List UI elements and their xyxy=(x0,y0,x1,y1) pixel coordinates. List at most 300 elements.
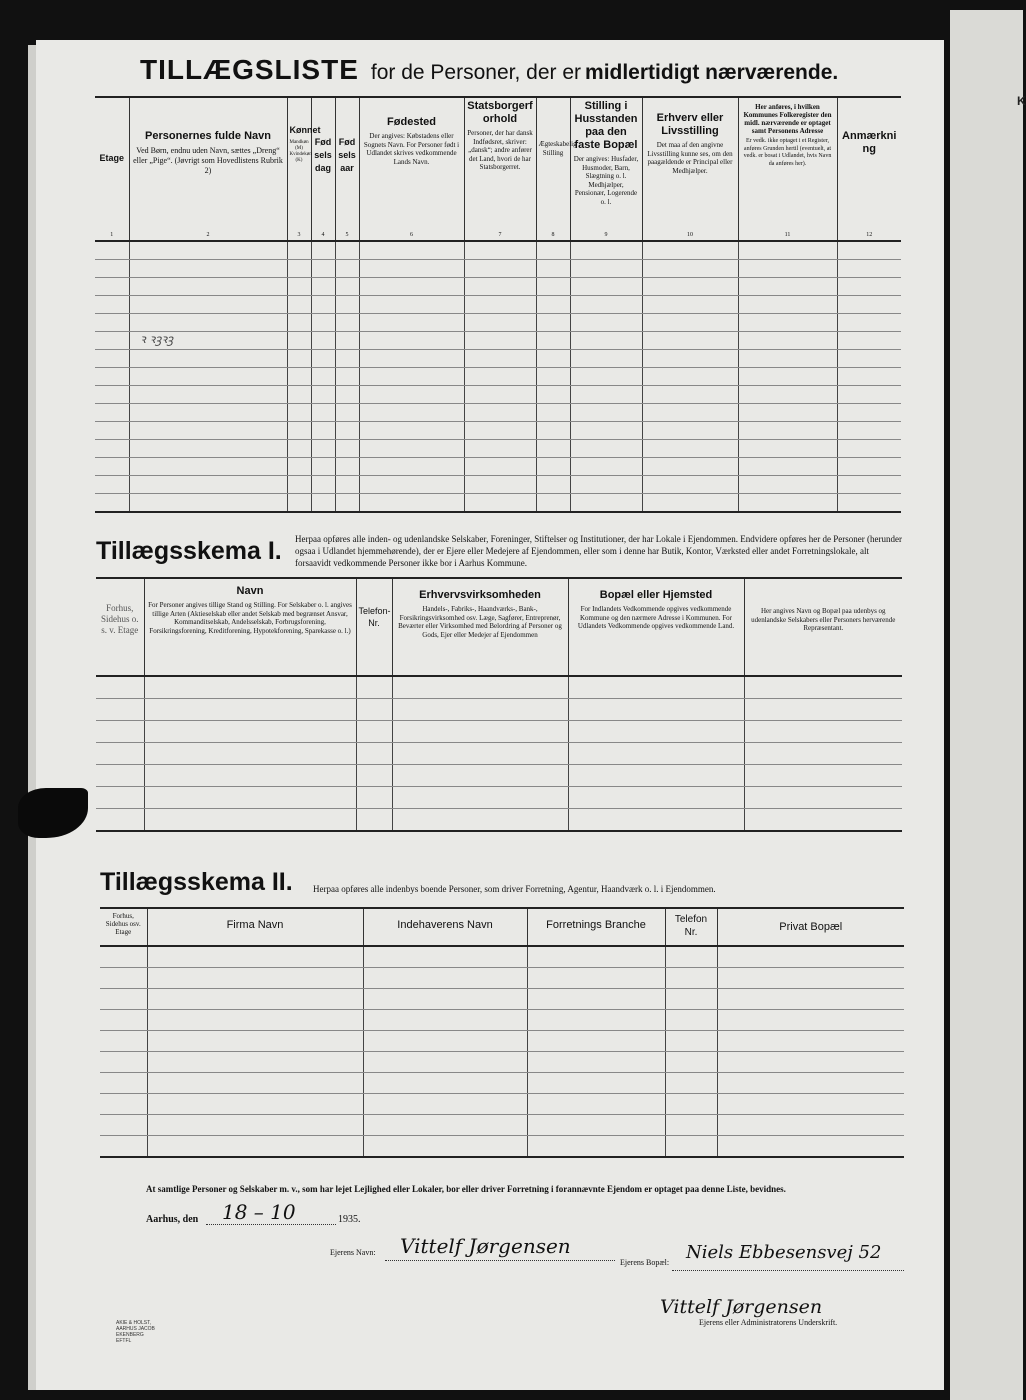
table-cell[interactable] xyxy=(95,314,129,332)
table-cell[interactable] xyxy=(363,1031,527,1052)
table-cell[interactable] xyxy=(95,386,129,404)
table-cell[interactable] xyxy=(527,989,665,1010)
table-cell[interactable] xyxy=(744,787,902,809)
table-cell[interactable] xyxy=(287,494,311,513)
table-cell[interactable] xyxy=(144,787,356,809)
table-cell[interactable] xyxy=(335,314,359,332)
table-cell[interactable] xyxy=(96,743,144,765)
table-cell[interactable] xyxy=(665,968,717,989)
table-cell[interactable] xyxy=(665,1136,717,1158)
table-cell[interactable] xyxy=(837,260,901,278)
table-cell[interactable] xyxy=(129,494,287,513)
table-cell[interactable] xyxy=(287,314,311,332)
table-cell[interactable] xyxy=(570,476,642,494)
table-cell[interactable] xyxy=(100,1136,147,1158)
table-cell[interactable] xyxy=(536,241,570,260)
table-cell[interactable] xyxy=(363,946,527,968)
table-cell[interactable] xyxy=(356,721,392,743)
table-cell[interactable] xyxy=(311,350,335,368)
table-cell[interactable] xyxy=(464,278,536,296)
table-cell[interactable] xyxy=(738,422,837,440)
table-cell[interactable] xyxy=(717,968,904,989)
table-cell[interactable] xyxy=(642,458,738,476)
table-cell[interactable] xyxy=(311,332,335,350)
table-cell[interactable] xyxy=(392,809,568,832)
table-cell[interactable] xyxy=(642,350,738,368)
skema2-row xyxy=(100,1094,904,1115)
table-cell[interactable] xyxy=(311,440,335,458)
table-cell[interactable] xyxy=(464,422,536,440)
table-cell[interactable] xyxy=(144,721,356,743)
table-cell[interactable] xyxy=(738,278,837,296)
skema1-row xyxy=(96,743,902,765)
table-cell[interactable] xyxy=(527,946,665,968)
table-cell[interactable] xyxy=(287,260,311,278)
table-cell[interactable] xyxy=(738,440,837,458)
table-cell[interactable] xyxy=(144,765,356,787)
table-cell[interactable] xyxy=(311,494,335,513)
table1-row xyxy=(95,241,901,260)
table-cell[interactable] xyxy=(311,296,335,314)
table-cell[interactable] xyxy=(536,458,570,476)
table-cell[interactable] xyxy=(311,241,335,260)
table-cell[interactable] xyxy=(359,458,464,476)
table-cell[interactable] xyxy=(392,721,568,743)
table-cell[interactable] xyxy=(527,1136,665,1158)
table-cell[interactable] xyxy=(287,458,311,476)
table-cell[interactable] xyxy=(144,809,356,832)
table-cell[interactable] xyxy=(738,332,837,350)
table-cell[interactable] xyxy=(464,260,536,278)
table-cell[interactable] xyxy=(738,350,837,368)
table-cell[interactable] xyxy=(359,386,464,404)
table-cell[interactable] xyxy=(738,386,837,404)
table-cell[interactable] xyxy=(464,494,536,513)
table-cell[interactable] xyxy=(363,1052,527,1073)
table-cell[interactable] xyxy=(356,765,392,787)
table-cell[interactable] xyxy=(642,260,738,278)
attest-text: At samtlige Personer og Selskaber m. v., som har lejet Lejlighed eller Lokaler, bor eller driver Forretning i forannævnte Ejendom er optaget paa denne Liste, bevidnes. xyxy=(146,1184,786,1194)
table-cell[interactable] xyxy=(527,1052,665,1073)
table-cell[interactable] xyxy=(287,332,311,350)
table-cell[interactable] xyxy=(642,278,738,296)
table1-row xyxy=(95,494,901,513)
table-cell[interactable] xyxy=(359,296,464,314)
table-cell[interactable] xyxy=(147,968,363,989)
table-cell[interactable] xyxy=(536,278,570,296)
table-cell[interactable] xyxy=(570,278,642,296)
table-cell[interactable] xyxy=(147,1115,363,1136)
table-cell[interactable] xyxy=(717,1010,904,1031)
s2-col-telefon: Telefon Nr. xyxy=(665,908,717,946)
table-cell[interactable] xyxy=(96,699,144,721)
table-cell[interactable] xyxy=(129,241,287,260)
table-cell[interactable] xyxy=(642,241,738,260)
table-cell[interactable] xyxy=(356,787,392,809)
table-cell[interactable] xyxy=(642,440,738,458)
table-cell[interactable] xyxy=(363,1094,527,1115)
table-cell[interactable] xyxy=(129,476,287,494)
table-cell[interactable] xyxy=(100,968,147,989)
table-cell[interactable] xyxy=(527,1010,665,1031)
table-cell[interactable] xyxy=(100,1052,147,1073)
table-cell[interactable] xyxy=(464,241,536,260)
table-cell[interactable] xyxy=(665,1052,717,1073)
table-cell[interactable] xyxy=(464,350,536,368)
table-cell[interactable] xyxy=(744,699,902,721)
t1-col-erhverv: Erhverv eller Livsstilling Det maa af den angivne Livsstilling kunne ses, om den paagældende er Principal eller Medhjælper. 10 xyxy=(642,97,738,241)
table-cell[interactable] xyxy=(536,404,570,422)
table-cell[interactable] xyxy=(536,440,570,458)
table-cell[interactable] xyxy=(570,386,642,404)
table-cell[interactable] xyxy=(568,676,744,699)
table-cell[interactable] xyxy=(363,1010,527,1031)
table-cell[interactable] xyxy=(665,989,717,1010)
table-cell[interactable] xyxy=(311,260,335,278)
table-cell[interactable] xyxy=(527,1094,665,1115)
table-cell[interactable] xyxy=(95,241,129,260)
t1-col-stilling: Stilling i Husstanden paa den faste Bopæl Der angives: Husfader, Husmoder, Barn, Slægtning o. l. Medhjælper, Pensionær, Logerende o. l. 9 xyxy=(570,97,642,241)
table-cell[interactable] xyxy=(147,1094,363,1115)
table-cell[interactable] xyxy=(147,1010,363,1031)
table-cell[interactable] xyxy=(642,386,738,404)
table1-row xyxy=(95,350,901,368)
table-cell[interactable] xyxy=(642,296,738,314)
table-cell[interactable] xyxy=(570,404,642,422)
table-cell[interactable] xyxy=(96,809,144,832)
table-cell[interactable] xyxy=(311,476,335,494)
table-cell[interactable] xyxy=(335,404,359,422)
table-cell[interactable] xyxy=(287,386,311,404)
table-cell[interactable] xyxy=(311,278,335,296)
table-cell[interactable] xyxy=(536,422,570,440)
table-cell[interactable] xyxy=(287,422,311,440)
table-cell[interactable] xyxy=(527,1073,665,1094)
table-cell[interactable] xyxy=(837,386,901,404)
table-cell[interactable] xyxy=(335,241,359,260)
table-cell[interactable] xyxy=(359,440,464,458)
table-cell[interactable] xyxy=(129,260,287,278)
table-cell[interactable] xyxy=(392,676,568,699)
table-cell[interactable] xyxy=(642,314,738,332)
table-cell[interactable] xyxy=(147,1136,363,1158)
table-cell[interactable] xyxy=(837,350,901,368)
table-cell[interactable] xyxy=(363,968,527,989)
table-cell[interactable] xyxy=(100,1094,147,1115)
table-cell[interactable] xyxy=(100,1073,147,1094)
table-cell[interactable] xyxy=(527,968,665,989)
date-line xyxy=(206,1224,336,1225)
table-cell[interactable] xyxy=(356,809,392,832)
table-cell[interactable] xyxy=(837,458,901,476)
table-cell[interactable] xyxy=(356,676,392,699)
table-cell[interactable] xyxy=(570,440,642,458)
t1-col-etage: Etage 1 xyxy=(95,97,129,241)
table-cell[interactable] xyxy=(311,314,335,332)
table-cell[interactable] xyxy=(335,368,359,386)
table-cell[interactable] xyxy=(464,476,536,494)
table-cell[interactable] xyxy=(744,721,902,743)
table-cell[interactable] xyxy=(287,476,311,494)
table-cell[interactable] xyxy=(464,404,536,422)
table-cell[interactable] xyxy=(744,743,902,765)
table-cell[interactable] xyxy=(359,278,464,296)
table-cell[interactable] xyxy=(96,721,144,743)
table-cell[interactable] xyxy=(738,458,837,476)
table-cell[interactable] xyxy=(95,296,129,314)
table-cell[interactable] xyxy=(837,332,901,350)
table-cell[interactable] xyxy=(527,1031,665,1052)
table-cell[interactable] xyxy=(335,350,359,368)
table-cell[interactable] xyxy=(717,1094,904,1115)
table-cell[interactable] xyxy=(665,1094,717,1115)
table-cell[interactable] xyxy=(359,314,464,332)
table-cell[interactable] xyxy=(129,368,287,386)
table-cell[interactable] xyxy=(147,1073,363,1094)
table-cell[interactable] xyxy=(837,296,901,314)
table-cell[interactable] xyxy=(536,494,570,513)
table-cell[interactable] xyxy=(570,332,642,350)
table-cell[interactable] xyxy=(144,699,356,721)
table-cell[interactable] xyxy=(359,332,464,350)
table-cell[interactable] xyxy=(335,278,359,296)
table-cell[interactable] xyxy=(335,422,359,440)
table-cell[interactable] xyxy=(359,404,464,422)
table-cell[interactable] xyxy=(464,458,536,476)
table-cell[interactable] xyxy=(837,440,901,458)
table-cell[interactable] xyxy=(311,386,335,404)
table-cell[interactable] xyxy=(665,946,717,968)
table-cell[interactable] xyxy=(359,368,464,386)
table-cell[interactable] xyxy=(147,1052,363,1073)
table-cell[interactable] xyxy=(335,476,359,494)
table-cell[interactable] xyxy=(363,989,527,1010)
table-cell[interactable] xyxy=(335,458,359,476)
table-cell[interactable] xyxy=(129,350,287,368)
table-cell[interactable] xyxy=(287,296,311,314)
table-cell[interactable] xyxy=(837,368,901,386)
table-cell[interactable] xyxy=(335,440,359,458)
table-cell[interactable] xyxy=(287,368,311,386)
table-cell[interactable] xyxy=(100,1115,147,1136)
table-cell[interactable] xyxy=(570,494,642,513)
table-cell[interactable] xyxy=(464,368,536,386)
table-cell[interactable] xyxy=(738,260,837,278)
table-cell[interactable] xyxy=(837,241,901,260)
table-cell[interactable] xyxy=(837,404,901,422)
table-cell[interactable] xyxy=(392,787,568,809)
table-cell[interactable] xyxy=(311,404,335,422)
table-cell[interactable] xyxy=(147,1031,363,1052)
table-cell[interactable] xyxy=(464,440,536,458)
signature-label: Ejerens eller Administratorens Underskrift. xyxy=(699,1318,838,1327)
table-cell[interactable] xyxy=(95,278,129,296)
table-cell[interactable] xyxy=(95,458,129,476)
table-cell[interactable] xyxy=(95,368,129,386)
table-cell[interactable] xyxy=(144,743,356,765)
table-cell[interactable] xyxy=(717,1052,904,1073)
table-cell[interactable] xyxy=(717,1115,904,1136)
table-cell[interactable] xyxy=(464,314,536,332)
table-cell[interactable] xyxy=(95,440,129,458)
table-cell[interactable] xyxy=(536,476,570,494)
table-cell[interactable] xyxy=(129,458,287,476)
table-cell[interactable] xyxy=(335,332,359,350)
table-cell[interactable] xyxy=(568,809,744,832)
table-cell[interactable] xyxy=(464,386,536,404)
table-cell[interactable] xyxy=(363,1115,527,1136)
table-cell[interactable] xyxy=(536,350,570,368)
skema2-row xyxy=(100,1073,904,1094)
table-cell[interactable] xyxy=(96,787,144,809)
table-cell[interactable] xyxy=(392,743,568,765)
table-cell[interactable] xyxy=(568,743,744,765)
table-cell[interactable] xyxy=(95,350,129,368)
table-cell[interactable] xyxy=(129,422,287,440)
table-cell[interactable] xyxy=(665,1073,717,1094)
table-cell[interactable] xyxy=(311,458,335,476)
table-cell[interactable] xyxy=(744,765,902,787)
table-cell[interactable] xyxy=(287,404,311,422)
table-cell[interactable] xyxy=(570,314,642,332)
table-cell[interactable] xyxy=(570,350,642,368)
title-main: TILLÆGSLISTE xyxy=(140,54,359,85)
table-cell[interactable] xyxy=(744,809,902,832)
table-cell[interactable] xyxy=(95,476,129,494)
table-cell[interactable] xyxy=(642,422,738,440)
table-cell[interactable] xyxy=(287,440,311,458)
table-cell[interactable] xyxy=(568,699,744,721)
table1-row xyxy=(95,440,901,458)
table-cell[interactable] xyxy=(717,946,904,968)
table-cell[interactable] xyxy=(129,278,287,296)
table-cell[interactable] xyxy=(642,332,738,350)
table-cell[interactable] xyxy=(642,368,738,386)
table-cell[interactable] xyxy=(738,241,837,260)
table-cell[interactable] xyxy=(287,278,311,296)
table-cell[interactable] xyxy=(464,296,536,314)
table-cell[interactable] xyxy=(335,260,359,278)
table-cell[interactable] xyxy=(147,946,363,968)
table-cell[interactable] xyxy=(287,241,311,260)
table-cell[interactable] xyxy=(717,1136,904,1158)
skema2-text: Herpaa opføres alle indenbys boende Personer, som driver Forretning, Agentur, Haandværk o. l. i Ejendommen. xyxy=(313,884,716,894)
table-cell[interactable] xyxy=(738,314,837,332)
skema2-row xyxy=(100,989,904,1010)
table-cell[interactable] xyxy=(642,476,738,494)
table-cell[interactable] xyxy=(568,765,744,787)
table-cell[interactable] xyxy=(335,386,359,404)
table-cell[interactable] xyxy=(837,278,901,296)
table-cell[interactable] xyxy=(100,1031,147,1052)
owner-name-line xyxy=(385,1260,615,1261)
table-cell[interactable] xyxy=(738,476,837,494)
table-cell[interactable] xyxy=(95,260,129,278)
table-cell[interactable] xyxy=(570,422,642,440)
table-cell[interactable] xyxy=(837,422,901,440)
table-cell[interactable] xyxy=(359,241,464,260)
table-cell[interactable] xyxy=(95,422,129,440)
table-cell[interactable] xyxy=(287,350,311,368)
table-cell[interactable] xyxy=(536,368,570,386)
table-cell[interactable] xyxy=(536,386,570,404)
table-cell[interactable] xyxy=(642,494,738,513)
table-cell[interactable] xyxy=(392,699,568,721)
table-cell[interactable] xyxy=(570,368,642,386)
table-cell[interactable] xyxy=(392,765,568,787)
table-cell[interactable] xyxy=(738,404,837,422)
table-cell[interactable] xyxy=(356,699,392,721)
table-cell[interactable] xyxy=(311,368,335,386)
table-cell[interactable] xyxy=(335,494,359,513)
table-cell[interactable] xyxy=(665,1115,717,1136)
table-cell[interactable] xyxy=(665,1031,717,1052)
table-cell[interactable] xyxy=(570,458,642,476)
table-cell[interactable] xyxy=(738,368,837,386)
table-cell[interactable] xyxy=(95,404,129,422)
table-cell[interactable] xyxy=(129,386,287,404)
table-cell[interactable] xyxy=(568,787,744,809)
table-cell[interactable] xyxy=(100,946,147,968)
table-cell[interactable] xyxy=(717,1073,904,1094)
table-cell[interactable] xyxy=(96,676,144,699)
table-cell[interactable] xyxy=(837,494,901,513)
table-cell[interactable] xyxy=(837,314,901,332)
table-cell[interactable] xyxy=(642,404,738,422)
table-cell[interactable] xyxy=(717,1031,904,1052)
table-cell[interactable] xyxy=(359,494,464,513)
table-cell[interactable] xyxy=(95,332,129,350)
table-cell[interactable] xyxy=(359,476,464,494)
table-cell[interactable] xyxy=(144,676,356,699)
table-cell[interactable] xyxy=(95,494,129,513)
table-cell[interactable] xyxy=(147,989,363,1010)
table-cell[interactable] xyxy=(129,296,287,314)
table-cell[interactable] xyxy=(363,1073,527,1094)
table-cell[interactable] xyxy=(570,241,642,260)
table-cell[interactable] xyxy=(356,743,392,765)
table-cell[interactable] xyxy=(738,296,837,314)
table-cell[interactable] xyxy=(96,765,144,787)
table-cell[interactable] xyxy=(100,989,147,1010)
table-cell[interactable] xyxy=(464,332,536,350)
skema1-header-row xyxy=(96,578,902,676)
table-cell[interactable] xyxy=(129,404,287,422)
table-cell[interactable] xyxy=(359,350,464,368)
table-cell[interactable] xyxy=(311,422,335,440)
table-cell[interactable] xyxy=(536,314,570,332)
table-cell[interactable] xyxy=(129,314,287,332)
table-cell[interactable] xyxy=(359,422,464,440)
table-cell[interactable] xyxy=(568,721,744,743)
table-cell[interactable] xyxy=(837,476,901,494)
table-cell[interactable] xyxy=(536,296,570,314)
table-cell[interactable] xyxy=(129,440,287,458)
table-cell[interactable] xyxy=(738,494,837,513)
table-cell[interactable] xyxy=(335,296,359,314)
table-cell[interactable] xyxy=(744,676,902,699)
table-cell[interactable] xyxy=(570,296,642,314)
table-cell[interactable] xyxy=(363,1136,527,1158)
table-cell[interactable] xyxy=(100,1010,147,1031)
table-cell[interactable] xyxy=(570,260,642,278)
table-cell[interactable] xyxy=(359,260,464,278)
table-cell[interactable] xyxy=(527,1115,665,1136)
table-cell[interactable] xyxy=(536,260,570,278)
table-cell[interactable] xyxy=(536,332,570,350)
table-cell[interactable] xyxy=(717,989,904,1010)
table-cell[interactable] xyxy=(665,1010,717,1031)
